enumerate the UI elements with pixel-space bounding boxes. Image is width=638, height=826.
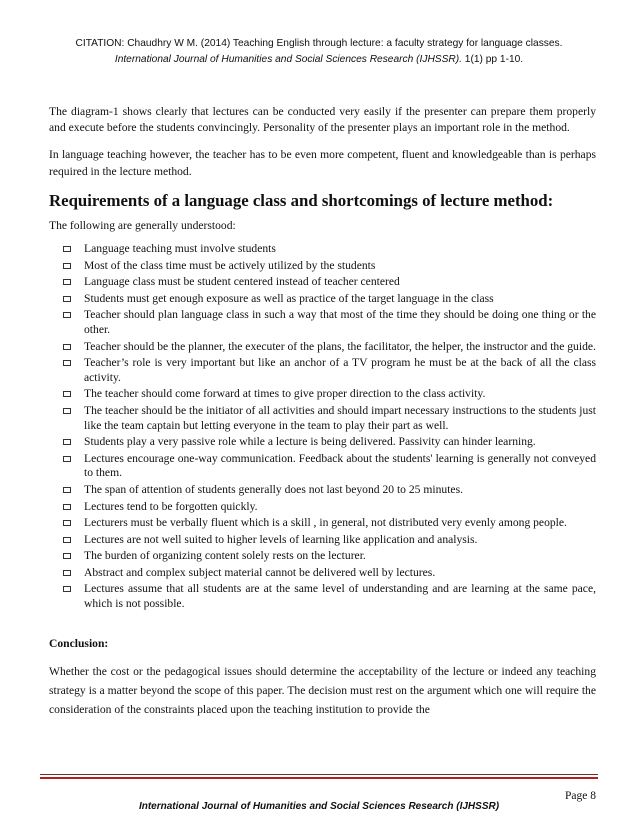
conclusion-paragraph: Whether the cost or the pedagogical issues should determine the acceptability of the lecture or indeed any teaching strategy is a matter beyond the scope of this paper. The decision must rest on the argument which one will require the consideration of the constraints placed upon the teaching institution to provide the [49,664,596,717]
list-item [49,516,596,531]
list-item-text: The burden of organizing content solely rests on the lecturer. [84,549,366,563]
list-item [49,533,596,548]
list-item-text: Lectures are not well suited to higher levels of learning like application and analysis. [84,532,478,546]
list-item [49,500,596,515]
page-number: Page 8 [565,790,596,802]
list-item [49,452,596,481]
page-body [49,104,596,720]
list-item-text: The teacher should be the initiator of all activities and should impart necessary instructions to the students just like the team captain but letting everyone in the team to play their part as well. [84,403,596,432]
list-item-text: Lectures assume that all students are at the same level of understanding and are learning at the same pace, which is not possible. [84,582,596,611]
list-item [49,483,596,498]
list-item [49,259,596,274]
citation-header [40,36,598,68]
square-bullet-icon [63,344,71,350]
square-bullet-icon [63,263,71,269]
list-item-text: The teacher should come forward at times to give proper direction to the class activity. [84,387,486,401]
list-item [49,275,596,290]
square-bullet-icon [63,408,71,414]
citation-journal-line [40,52,598,68]
list-item-text: Most of the class time must be actively utilized by the students [84,258,376,272]
list-item [49,566,596,581]
list-item-text: Lecturers must be verbally fluent which is a skill , in general, not distributed very evenly among people. [84,516,567,530]
requirements-list [49,242,596,612]
section-heading: Requirements of a language class and shortcomings of lecture method: [49,190,554,210]
list-item [49,404,596,433]
square-bullet-icon [63,360,71,366]
square-bullet-icon [63,504,71,510]
list-item-text: Lectures encourage one-way communication. Feedback about the students' learning is generally not conveyed to them. [84,451,596,480]
square-bullet-icon [63,391,71,397]
list-item [49,549,596,564]
list-item-text: Abstract and complex subject material cannot be delivered well by lectures. [84,565,436,579]
list-item-text: Teacher should plan language class in such a way that most of the time they should be doing one thing or the other. [84,308,596,336]
list-item [49,435,596,450]
square-bullet-icon [63,296,71,302]
square-bullet-icon [63,570,71,576]
paragraph-diagram: The diagram-1 shows clearly that lectures can be conducted very easily if the presenter can prepare them properly and execute before the students convincingly. Personality of the presenter plays an important role in the method. [49,105,596,135]
list-item [49,340,596,355]
conclusion-heading: Conclusion: [49,636,109,650]
square-bullet-icon [63,279,71,285]
square-bullet-icon [63,586,71,592]
square-bullet-icon [63,520,71,526]
footer-rule-thick [40,777,598,779]
square-bullet-icon [63,312,71,318]
square-bullet-icon [63,439,71,445]
footer-journal: International Journal of Humanities and Social Sciences Research (IJHSSR) [138,801,500,812]
square-bullet-icon [63,456,71,462]
section-intro: The following are generally understood: [49,218,236,232]
citation-line: CITATION: Chaudhry W M. (2014) Teaching English through lecture: a faculty strategy for language classes. [75,38,563,49]
list-item-text: Students must get enough exposure as well as practice of the target language in the class [84,291,494,305]
square-bullet-icon [63,553,71,559]
list-item [49,356,596,385]
square-bullet-icon [63,537,71,543]
citation-pages: 1(1) pp 1-10. [461,54,524,65]
paragraph-language-teaching: In language teaching however, the teacher has to be even more competent, fluent and knowledgeable than is perhaps required in the lecture method. [49,148,596,178]
list-item-text: Teacher should be the planner, the executer of the plans, the facilitator, the helper, the instructor and the guide. [84,339,596,353]
list-item-text: Language class must be student centered instead of teacher centered [84,275,400,289]
square-bullet-icon [63,246,71,252]
list-item [49,242,596,257]
list-item-text: Students play a very passive role while a lecture is being delivered. Passivity can hinder learning. [84,435,536,449]
list-item [49,387,596,402]
list-item [49,292,596,307]
list-item-text: Language teaching must involve students [84,242,276,256]
list-item-text: Teacher’s role is very important but like an anchor of a TV program he must be at the back of all the class activity. [84,356,596,384]
footer-rule-thin [40,774,598,775]
citation-journal: International Journal of Humanities and Social Sciences Research (IJHSSR). [114,54,462,65]
list-item [49,582,596,611]
list-item-text: Lectures tend to be forgotten quickly. [84,499,258,513]
list-item [49,308,596,337]
square-bullet-icon [63,487,71,493]
list-item-text: The span of attention of students generally does not last beyond 20 to 25 minutes. [84,482,463,496]
